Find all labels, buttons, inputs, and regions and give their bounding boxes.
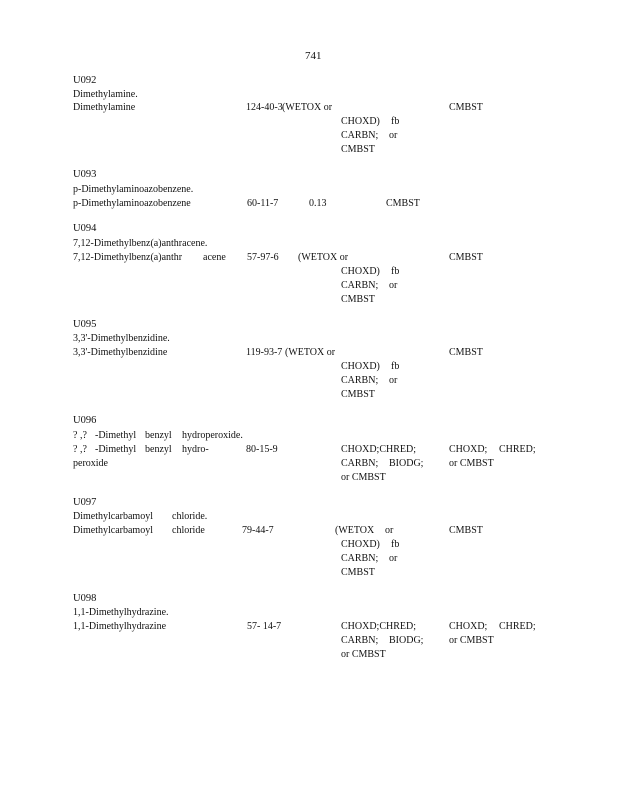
technology-line: or xyxy=(389,553,398,564)
waste-code: U095 xyxy=(73,319,97,330)
waste-code: U096 xyxy=(73,415,97,426)
entry-title-part: hydroperoxide. xyxy=(182,430,243,441)
technology-line: fb xyxy=(391,539,400,550)
entry-title-part: ? ,? xyxy=(73,430,87,441)
constituent-name: 7,12-Dimethylbenz(a)anthr xyxy=(73,252,183,263)
technology-nonwastewater: or CMBST xyxy=(449,458,494,469)
constituent-name: 3,3'-Dimethylbenzidine xyxy=(73,347,168,358)
technology-line: BIODG; xyxy=(389,458,424,469)
cas-number: 57-97-6 xyxy=(247,252,279,263)
page-number: 741 xyxy=(305,50,322,62)
technology-line: BIODG; xyxy=(389,635,424,646)
constituent-name-part: -Dimethyl xyxy=(95,444,137,455)
entry-title: 7,12-Dimethylbenz(a)anthracene. xyxy=(73,238,208,249)
constituent-name-part: benzyl xyxy=(145,444,172,455)
constituent-name: 1,1-Dimethylhydrazine xyxy=(73,621,167,632)
technology-nonwastewater: or CMBST xyxy=(449,635,494,646)
technology-line: (WETOX or xyxy=(298,252,349,263)
technology-line: CHOXD;CHRED; xyxy=(341,444,417,455)
entry-title: Dimethylamine. xyxy=(73,89,138,100)
technology-line: CARBN; xyxy=(341,553,379,564)
technology-line: CHOXD) xyxy=(341,361,380,372)
technology-line: fb xyxy=(391,266,400,277)
entry-title-part: chloride. xyxy=(172,511,208,522)
technology-line: CHOXD) xyxy=(341,266,380,277)
technology-nonwastewater: CHOXD; xyxy=(449,621,488,632)
entry-title: 1,1-Dimethylhydrazine. xyxy=(73,607,169,618)
concentration: 0.13 xyxy=(309,198,327,209)
cas-number: 124-40-3 xyxy=(246,102,283,113)
waste-code: U094 xyxy=(73,223,97,234)
technology-line: fb xyxy=(391,116,400,127)
constituent-name: p-Dimethylaminoazobenzene xyxy=(73,198,191,209)
technology-line: (WETOX or xyxy=(285,347,336,358)
technology-nonwastewater: CMBST xyxy=(449,347,483,358)
technology-line: or CMBST xyxy=(341,649,386,660)
technology-line: fb xyxy=(391,361,400,372)
technology-nonwastewater: CHRED; xyxy=(499,444,536,455)
technology-line: or xyxy=(389,280,398,291)
technology-line: CMBST xyxy=(386,198,420,209)
technology-line: CMBST xyxy=(341,389,375,400)
constituent-name-part: hydro- xyxy=(182,444,209,455)
technology-line: or CMBST xyxy=(341,472,386,483)
entry-title: 3,3'-Dimethylbenzidine. xyxy=(73,333,170,344)
technology-line: CMBST xyxy=(341,144,375,155)
constituent-name-part: chloride xyxy=(172,525,205,536)
waste-code: U098 xyxy=(73,593,97,604)
constituent-name-part: Dimethylcarbamoyl xyxy=(73,525,153,536)
cas-number: 80-15-9 xyxy=(246,444,278,455)
technology-line: CARBN; xyxy=(341,130,379,141)
constituent-name-cont: peroxide xyxy=(73,458,108,469)
technology-nonwastewater: CMBST xyxy=(449,525,483,536)
entry-title-part: -Dimethyl xyxy=(95,430,137,441)
technology-line: CHOXD) xyxy=(341,116,380,127)
waste-code: U093 xyxy=(73,169,97,180)
technology-line: CMBST xyxy=(341,567,375,578)
technology-line: or xyxy=(385,525,394,536)
technology-nonwastewater: CMBST xyxy=(449,102,483,113)
entry-title: p-Dimethylaminoazobenzene. xyxy=(73,184,194,195)
entry-title-part: Dimethylcarbamoyl xyxy=(73,511,153,522)
cas-number: 57- 14-7 xyxy=(247,621,282,632)
technology-line: or xyxy=(389,375,398,386)
cas-number: 60-11-7 xyxy=(247,198,279,209)
technology-line: CHOXD;CHRED; xyxy=(341,621,417,632)
waste-code: U097 xyxy=(73,497,97,508)
technology-line: (WETOX xyxy=(335,525,375,536)
technology-line: CARBN; xyxy=(341,375,379,386)
technology-nonwastewater: CHRED; xyxy=(499,621,536,632)
technology-line: CMBST xyxy=(341,294,375,305)
technology-nonwastewater: CMBST xyxy=(449,252,483,263)
technology-line: or xyxy=(389,130,398,141)
constituent-name: Dimethylamine xyxy=(73,102,136,113)
entry-title-part: benzyl xyxy=(145,430,172,441)
waste-code: U092 xyxy=(73,75,97,86)
technology-line: CARBN; xyxy=(341,458,379,469)
technology-line: CHOXD) xyxy=(341,539,380,550)
technology-line: (WETOX or xyxy=(282,102,333,113)
cas-number: 79-44-7 xyxy=(242,525,274,536)
constituent-name-cont: acene xyxy=(203,252,226,263)
technology-line: CARBN; xyxy=(341,280,379,291)
technology-nonwastewater: CHOXD; xyxy=(449,444,488,455)
cas-number: 119-93-7 xyxy=(246,347,283,358)
technology-line: CARBN; xyxy=(341,635,379,646)
constituent-name-part: ? ,? xyxy=(73,444,87,455)
